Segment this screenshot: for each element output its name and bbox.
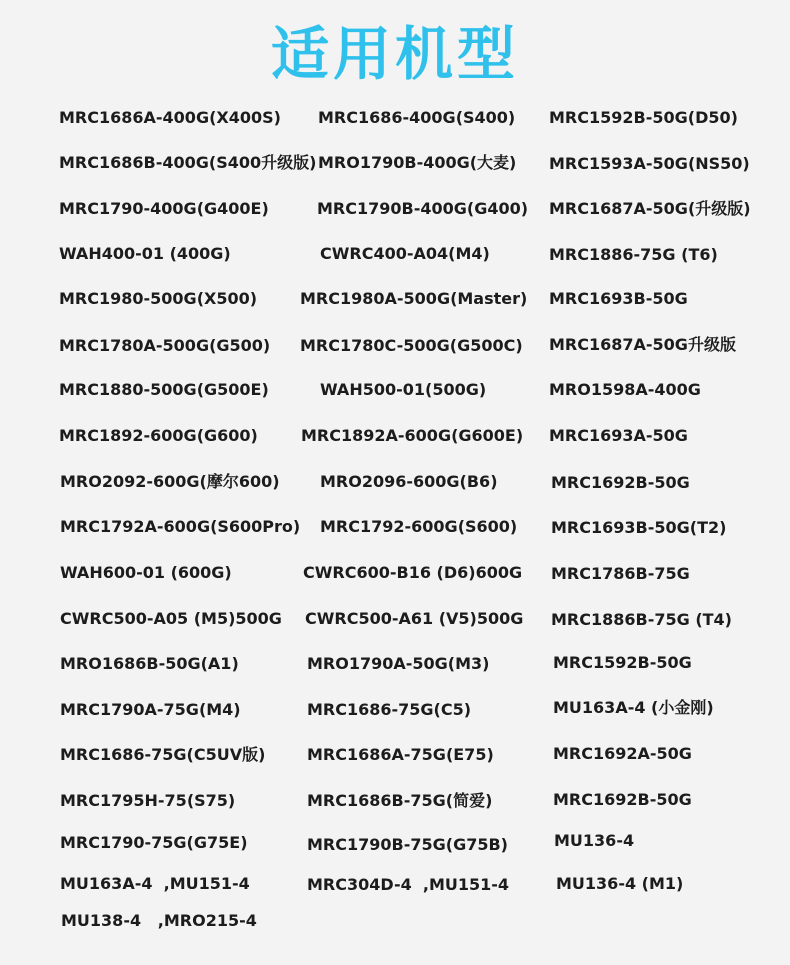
model-item: MRC1692B-50G	[553, 790, 692, 809]
model-item: MRC1692B-50G	[551, 473, 690, 492]
model-item: MRC1693B-50G	[549, 289, 688, 308]
model-item: WAH400-01 (400G)	[59, 244, 231, 263]
model-item: CWRC500-A05 (M5)500G	[60, 609, 282, 628]
model-item: MRC1686-400G(S400)	[318, 108, 516, 127]
model-item: MRC1592B-50G	[553, 653, 692, 672]
model-item: MRC1786B-75G	[551, 564, 690, 583]
model-item: MRC1792A-600G(S600Pro)	[60, 517, 301, 536]
model-item: MRC1686A-75G(E75)	[307, 745, 494, 764]
model-item: WAH600-01 (600G)	[60, 563, 232, 582]
model-item: MU138-4 ,MRO215-4	[61, 911, 257, 930]
model-item: MRC1886-75G (T6)	[549, 245, 718, 264]
model-item: MU136-4	[554, 831, 635, 850]
model-item: MRC1790B-75G(G75B)	[307, 835, 508, 854]
page-title: 适用机型	[270, 20, 519, 88]
model-item: MRC1892A-600G(G600E)	[301, 426, 524, 445]
model-item: MRC1790A-75G(M4)	[60, 700, 241, 719]
model-item: MRC1692A-50G	[553, 744, 692, 763]
model-item: MU163A-4 ,MU151-4	[60, 874, 250, 893]
model-item: MRC1795H-75(S75)	[60, 791, 236, 810]
model-item: MRC1780C-500G(G500C)	[300, 336, 523, 355]
model-item: MRC1686-75G(C5)	[307, 700, 472, 719]
model-item: MU163A-4 (小金刚)	[553, 698, 714, 717]
model-item: MRO1790A-50G(M3)	[307, 654, 490, 673]
model-item: MRC1686B-400G(S400升级版)	[59, 153, 317, 172]
model-item: MRC1686A-400G(X400S)	[59, 108, 281, 127]
model-item: MRC1780A-500G(G500)	[59, 336, 271, 355]
model-item: MRC1687A-50G升级版	[549, 335, 736, 354]
model-item: MU136-4 (M1)	[556, 874, 684, 893]
model-item: MRC1687A-50G(升级版)	[549, 199, 751, 218]
model-item: MRC1693A-50G	[549, 426, 688, 445]
model-item: CWRC600-B16 (D6)600G	[303, 563, 523, 582]
model-item: MRO2092-600G(摩尔600)	[60, 472, 280, 491]
model-item: MRC1886B-75G (T4)	[551, 610, 732, 629]
model-item: MRO2096-600G(B6)	[320, 472, 498, 491]
model-item: MRC1593A-50G(NS50)	[549, 154, 750, 173]
model-item: MRO1598A-400G	[549, 380, 701, 399]
model-item: CWRC500-A61 (V5)500G	[305, 609, 524, 628]
model-item: MRO1790B-400G(大麦)	[318, 153, 517, 172]
model-item: MRC1693B-50G(T2)	[551, 518, 727, 537]
model-item: MRC1880-500G(G500E)	[59, 380, 269, 399]
model-item: MRC1790-75G(G75E)	[60, 833, 248, 852]
model-item: MRC1686B-75G(简爱)	[307, 791, 493, 810]
model-item: MRC1980-500G(X500)	[59, 289, 258, 308]
model-item: MRC1892-600G(G600)	[59, 426, 258, 445]
model-item: MRC1980A-500G(Master)	[300, 289, 528, 308]
model-item: CWRC400-A04(M4)	[320, 244, 490, 263]
model-item: WAH500-01(500G)	[320, 380, 487, 399]
model-item: MRC304D-4 ,MU151-4	[307, 875, 510, 894]
model-item: MRC1790-400G(G400E)	[59, 199, 269, 218]
model-item: MRC1792-600G(S600)	[320, 517, 518, 536]
model-item: MRO1686B-50G(A1)	[60, 654, 239, 673]
model-item: MRC1592B-50G(D50)	[549, 108, 738, 127]
model-item: MRC1790B-400G(G400)	[317, 199, 529, 218]
model-item: MRC1686-75G(C5UV版)	[60, 745, 266, 764]
